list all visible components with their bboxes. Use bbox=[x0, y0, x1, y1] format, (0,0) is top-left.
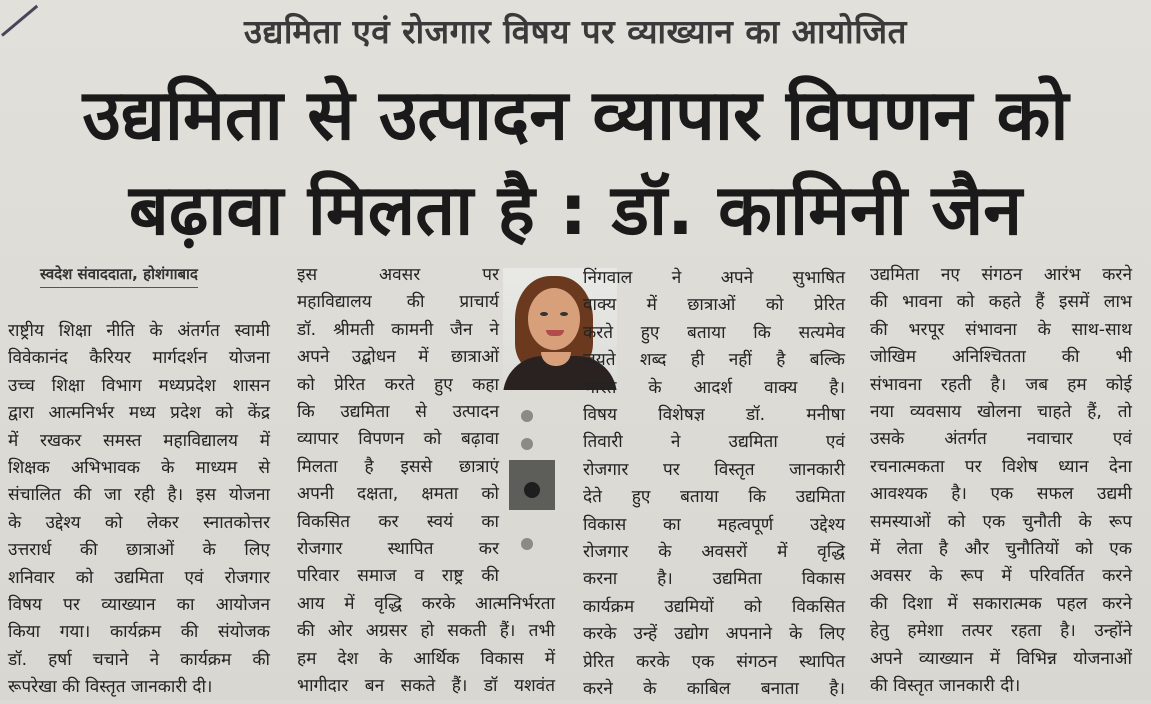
text-line: में रखकर समस्त महाविद्यालय में bbox=[8, 430, 270, 451]
text-line: शनिवार को उद्यमिता एवं रोजगार bbox=[8, 567, 270, 588]
text-line: इस अवसर पर bbox=[297, 265, 499, 285]
text-line: की भरपूर संभावना के साथ-साथ bbox=[870, 319, 1132, 340]
text-line: अपने व्याख्यान में विभिन्न योजनाओं bbox=[870, 648, 1132, 669]
text-line: हेतु हमेशा तत्पर रहता है। उन्होंने bbox=[870, 621, 1132, 642]
text-line: की विस्तृत जानकारी दी। bbox=[870, 676, 1021, 697]
text-line: करते हुए बताया कि सत्यमेव bbox=[583, 322, 845, 343]
text-line: अपने उद्बोधन में छात्राओं bbox=[297, 347, 499, 368]
text-line: उद्यमिता नए संगठन आरंभ करने bbox=[870, 265, 1132, 285]
text-line: में लेता है और चुनौतियों को एक bbox=[870, 539, 1132, 560]
text-line: भारत के आदर्श वाक्य है। bbox=[583, 377, 845, 398]
text-line: विषय विशेषज्ञ डॉ. मनीषा bbox=[583, 405, 845, 426]
text-line: व्यापार विपणन को बढ़ावा bbox=[297, 429, 499, 450]
text-line: परिवार समाज व राष्ट्र की bbox=[297, 566, 499, 587]
text-line: देते हुए बताया कि उद्यमिता bbox=[583, 487, 845, 508]
text-line: रचनात्मकता पर विशेष ध्यान देना bbox=[870, 456, 1132, 477]
text-line: नया व्यवसाय खोलना चाहते हैं, तो bbox=[870, 402, 1132, 423]
text-line: कि उद्यमिता से उत्पादन bbox=[297, 402, 499, 423]
text-line: की दिशा में सकारात्मक पहल करने bbox=[870, 593, 1132, 614]
text-line: के उद्देश्य को लेकर स्नातकोत्तर bbox=[8, 512, 270, 533]
article-column-2 bbox=[297, 262, 499, 591]
text-line: उच्च शिक्षा विभाग मध्यप्रदेश शासन bbox=[8, 375, 270, 396]
text-line: को प्रेरित करते हुए कहा bbox=[297, 374, 499, 395]
text-line: आय में वृद्धि करके आत्मनिर्भरता bbox=[297, 594, 555, 614]
text-line: वाक्य में छात्राओं को प्रेरित bbox=[583, 295, 845, 316]
headline-line-1: उद्यमिता से उत्पादन व्यापार विपणन को bbox=[82, 74, 1069, 156]
text-line: उसके अंतर्गत नवाचार एवं bbox=[870, 429, 1132, 450]
text-line: उत्तरार्ध की छात्राओं के लिए bbox=[8, 540, 270, 561]
text-line: महाविद्यालय की प्राचार्य bbox=[297, 292, 499, 313]
text-line: प्रेरित करके एक संगठन स्थापित bbox=[583, 651, 845, 672]
text-line: की भावना को कहते हैं इसमें लाभ bbox=[870, 292, 1132, 313]
text-line: अवसर के रूप में परिवर्तित करने bbox=[870, 566, 1132, 587]
text-line: तिवारी ने उद्यमिता एवं bbox=[583, 432, 845, 453]
text-line: किया गया। कार्यक्रम की संयोजक bbox=[8, 622, 270, 643]
article-column-3 bbox=[583, 265, 845, 594]
text-line: समस्याओं को एक चुनौती के रूप bbox=[870, 511, 1132, 532]
text-line: रूपरेखा की विस्तृत जानकारी दी। bbox=[8, 677, 213, 698]
text-line: डॉ. हर्षा चचाने ने कार्यक्रम की bbox=[8, 649, 270, 670]
text-line: करके उन्हें उद्योग अपनाने के लिए bbox=[583, 624, 845, 645]
text-line: जोखिम अनिश्चितता की भी bbox=[870, 347, 1132, 368]
text-line: निंगवाल ने अपने सुभाषित bbox=[583, 268, 845, 288]
byline: स्वदेश संवाददाता, होशंगाबाद bbox=[40, 264, 198, 288]
text-line: की ओर अग्रसर हो सकती हैं। तभी bbox=[297, 621, 555, 642]
text-line: करने के काबिल बनाता है। bbox=[583, 679, 845, 700]
headline-line-2: बढ़ावा मिलता है : डॉ. कामिनी जैन bbox=[128, 169, 1023, 251]
text-line: आवश्यक है। एक सफल उद्यमी bbox=[870, 484, 1132, 505]
article-column-2-bottom bbox=[297, 591, 555, 701]
text-line: विकास का महत्वपूर्ण उद्देश्य bbox=[583, 514, 845, 535]
text-line: करना है। उद्यमिता विकास bbox=[583, 569, 845, 590]
article-column-1 bbox=[8, 318, 270, 702]
text-line: रोजगार के अवसरों में वृद्धि bbox=[583, 542, 845, 563]
text-line: कार्यक्रम उद्यमियों को विकसित bbox=[583, 597, 845, 617]
text-line: भागीदार बन सकते हैं। डॉ यशवंत bbox=[297, 676, 555, 697]
text-line: रोजगार स्थापित कर bbox=[297, 539, 499, 560]
text-line: जयते शब्द ही नहीं है बल्कि bbox=[583, 350, 845, 371]
text-line: शिक्षक अभिभावक के माध्यम से bbox=[8, 458, 270, 479]
kicker-heading: उद्यमिता एवं रोजगार विषय पर व्याख्यान का आयोजित bbox=[244, 12, 907, 51]
text-line: अपनी दक्षता, क्षमता को bbox=[297, 484, 499, 505]
bleed-through-graphic bbox=[507, 398, 563, 558]
text-line: डॉ. श्रीमती कामनी जैन ने bbox=[297, 319, 499, 340]
text-line: विषय पर व्याख्यान का आयोजन bbox=[8, 595, 270, 616]
text-line: विकसित कर स्वयं का bbox=[297, 511, 499, 532]
text-line: राष्ट्रीय शिक्षा नीति के अंतर्गत स्वामी bbox=[8, 321, 270, 341]
article-column-3-bottom bbox=[583, 594, 845, 704]
text-line: रोजगार पर विस्तृत जानकारी bbox=[583, 459, 845, 480]
text-line: संचालित की जा रही है। इस योजना bbox=[8, 485, 270, 506]
text-line: हम देश के आर्थिक विकास में bbox=[297, 648, 555, 669]
article-column-4 bbox=[870, 262, 1132, 701]
text-line: मिलता है इससे छात्राएं bbox=[297, 456, 499, 477]
text-line: विवेकानंद कैरियर मार्गदर्शन योजना bbox=[8, 348, 270, 369]
text-line: संभावना रहती है। जब हम कोई bbox=[870, 374, 1132, 395]
headline bbox=[0, 68, 1151, 258]
text-line: द्वारा आत्मनिर्भर मध्य प्रदेश को केंद्र bbox=[8, 403, 270, 424]
